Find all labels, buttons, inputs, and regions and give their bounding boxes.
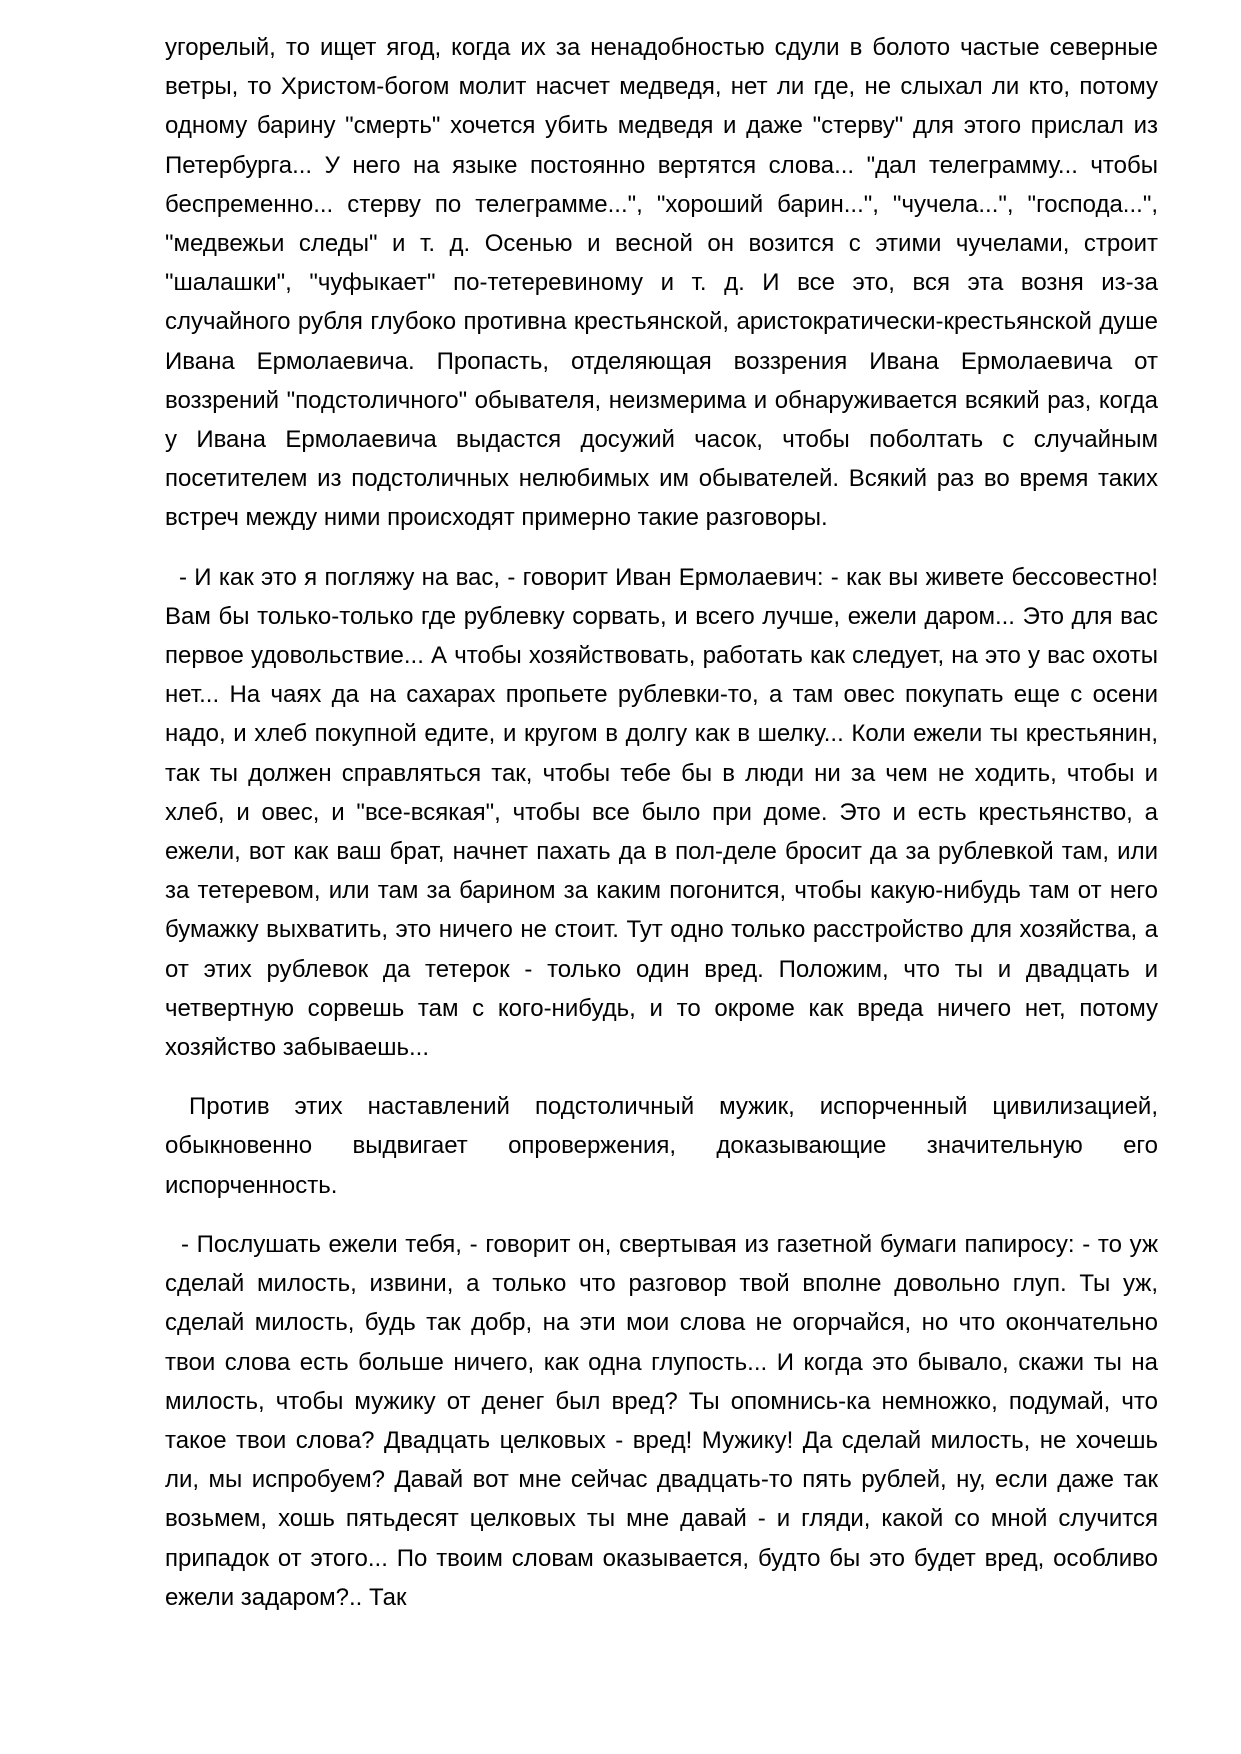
paragraph-narration: угорелый, то ищет ягод, когда их за ненадобностью сдули в болото частые северные ветры, то Христом-богом молит насчет медведя, нет ли где, не слыхал ли кто, потому одному барину "смерть" хочется убить медведя и даже "стерву" для этого прислал из Петербурга... У него на языке постоянно вертятся слова... "дал телеграмму... чтобы беспременно... стерву по телеграмме...", "хороший барин...", "чучела...", "господа...", "медвежьи следы" и т. д. Осенью и весной он возится с этими чучелами, строит "шалашки", "чуфыкает" по-тетеревиному и т. д. И все это, вся эта возня из-за случайного рубля глубоко противна крестьянской, аристократически-крестьянской душе Ивана Ермолаевича. Пропасть, отделяющая воззрения Ивана Ермолаевича от воззрений "подстоличного" обывателя, неизмерима и обнаруживается всякий раз, когда у Ивана Ермолаевича выдастся досужий часок, чтобы поболтать с случайным посетителем из подстоличных нелюбимых им обывателей. Всякий раз во время таких встреч между ними происходят примерно такие разговоры. bbox=[165, 34, 1158, 532]
paragraph-ivan-speech: - И как это я погляжу на вас, - говорит Иван Ермолаевич: - как вы живете бессовестно! Вам бы только-только где рублевку сорвать, и всего лучше, ежели даром... Это для вас первое удовольствие... А чтобы хозяйствовать, работать как следует, на это у вас охоты нет... На чаях да на сахарах пропьете рублевки-то, а там овес покупать еще с осени надо, и хлеб покупной едите, и кругом в долгу как в шелку... Коли ежели ты крестьянин, так ты должен справляться так, чтобы тебе бы в люди ни за чем не ходить, чтобы и хлеб, и овес, и "все-всякая", чтобы все было при доме. Это и есть крестьянство, а ежели, вот как ваш брат, начнет пахать да в пол-деле бросит да за рублевкой там, или за тетеревом, или там за барином за каким погонится, чтобы какую-нибудь там от него бумажку выхватить, это ничего не стоит. Тут одно только расстройство для хозяйства, а от этих рублевок да тетерок - только один вред. Положим, что ты и двадцать и четвертную сорвешь там с кого-нибудь, и то окроме как вреда ничего нет, потому хозяйство забываешь... bbox=[165, 563, 1158, 1062]
paragraph-muzhik-speech: - Послушать ежели тебя, - говорит он, свертывая из газетной бумаги папиросу: - то уж сделай милость, извини, а только что разговор твой вполне довольно глуп. Ты уж, сделай милость, будь так добр, на эти мои слова не огорчайся, но что окончательно твои слова есть больше ничего, как одна глупость... И когда это бывало, скажи ты на милость, чтобы мужику от денег был вред? Ты опомнись-ка немножко, подумай, что такое твои слова? Двадцать целковых - вред! Мужику! Да сделай милость, не хочешь ли, мы испробуем? Давай вот мне сейчас двадцать-то пять рублей, ну, если даже так возьмем, хошь пятьдесят целковых ты мне давай - и гляди, какой со мной случится припадок от этого... По твоим словам оказывается, будто бы это будет вред, особливо ежели задаром?.. Так bbox=[165, 1230, 1158, 1611]
paragraph-counterargument: Против этих наставлений подстоличный мужик, испорченный цивилизацией, обыкновенно выдвигает опровержения, доказывающие значительную его испорченность. bbox=[165, 1093, 1158, 1199]
document-page bbox=[165, 28, 1158, 1637]
